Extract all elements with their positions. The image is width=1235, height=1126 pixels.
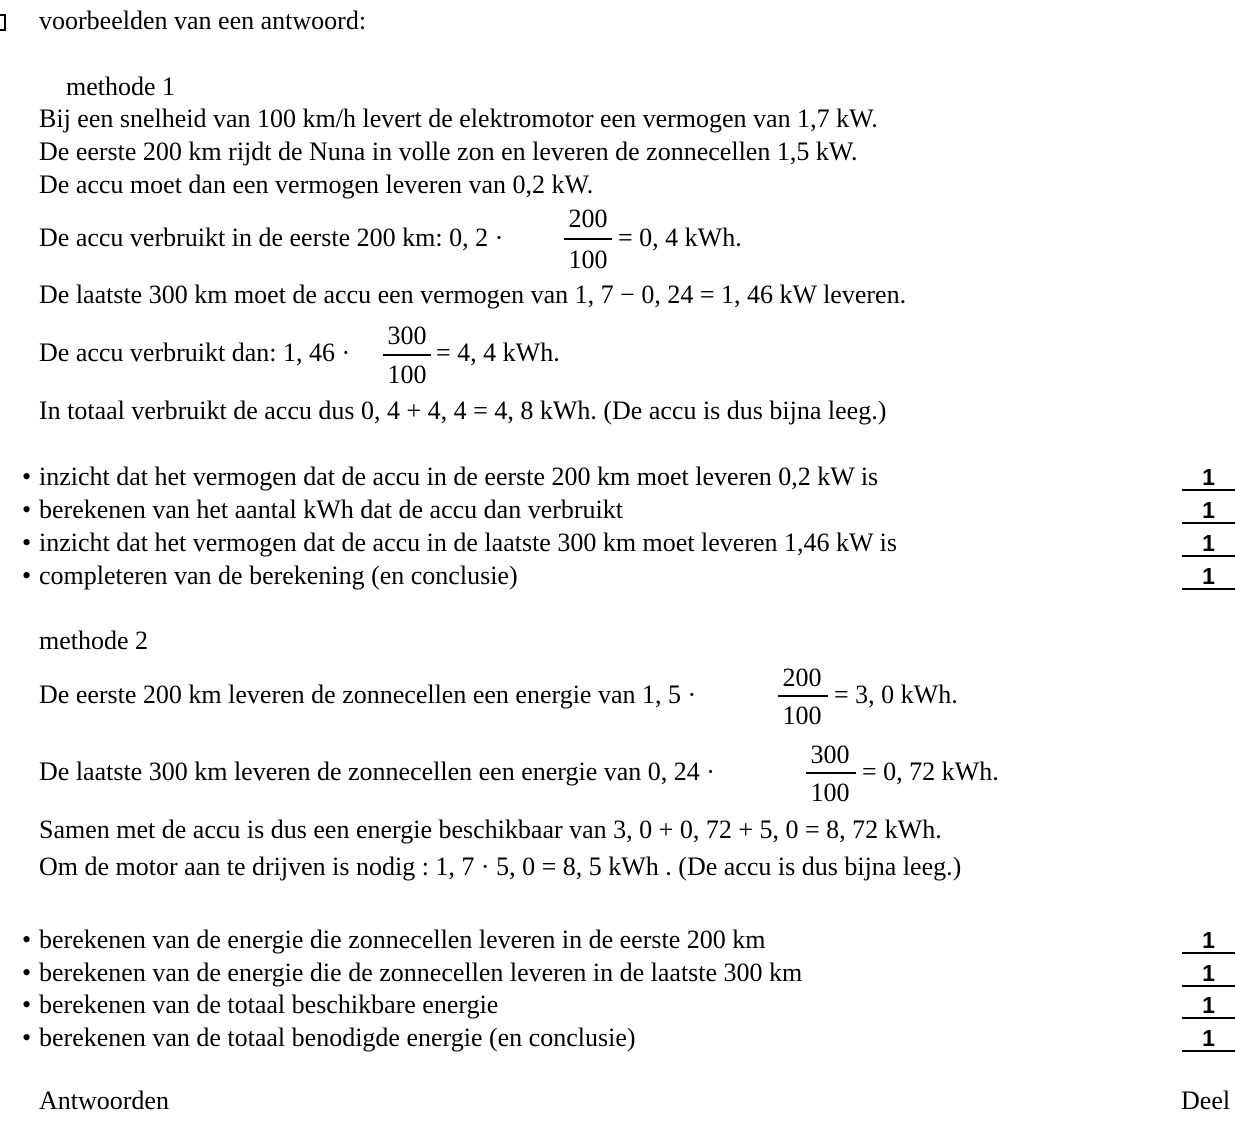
criterion-points: 1 xyxy=(1182,564,1235,590)
bullet-icon: • xyxy=(22,990,32,1019)
method2-eq1-denominator: 100 xyxy=(782,701,822,730)
footer-left: Antwoorden xyxy=(39,1086,169,1115)
method1-eq1-fraction-bar xyxy=(564,238,612,240)
criterion-points: 1 xyxy=(1182,961,1235,987)
criterion-text: berekenen van de energie die de zonnecellen leveren in de laatste 300 km xyxy=(39,958,803,987)
method1-eq2-fraction-bar xyxy=(383,354,431,356)
method2-eq1-suffix: = 3, 0 kWh. xyxy=(834,680,958,709)
criterion-text: berekenen van de totaal benodigde energie (en conclusie) xyxy=(39,1023,636,1052)
criterion-text: completeren van de berekening (en conclusie) xyxy=(39,561,518,590)
criterion-points: 1 xyxy=(1182,465,1235,491)
method1-eq2-numerator: 300 xyxy=(387,321,427,350)
method2-eq1-fraction-bar xyxy=(778,695,828,697)
criterion-text: inzicht dat het vermogen dat de accu in de eerste 200 km moet leveren 0,2 kW is xyxy=(39,462,879,491)
criterion-text: berekenen van de energie die zonnecellen leveren in de eerste 200 km xyxy=(39,925,766,954)
method1-eq1-denominator: 100 xyxy=(568,245,608,274)
method1-power-line: De laatste 300 km moet de accu een vermogen van 1, 7 − 0, 24 = 1, 46 kW leveren. xyxy=(39,280,907,309)
criterion-text: berekenen van de totaal beschikbare energie xyxy=(39,990,499,1019)
bullet-icon: • xyxy=(22,1023,32,1052)
method1-eq2-suffix: = 4, 4 kWh. xyxy=(436,338,560,367)
method1-eq1-prefix: De accu verbruikt in de eerste 200 km: 0, 2 · xyxy=(39,223,504,252)
footer-right: Deel xyxy=(1181,1086,1231,1115)
criterion-points: 1 xyxy=(1182,993,1235,1019)
method2-eq2-denominator: 100 xyxy=(810,778,850,807)
method1-line-2: De eerste 200 km rijdt de Nuna in volle zon en leveren de zonnecellen 1,5 kW. xyxy=(39,137,858,166)
intro-text: voorbeelden van een antwoord: xyxy=(39,6,367,35)
method1-eq2-prefix: De accu verbruikt dan: 1, 46 · xyxy=(39,338,351,367)
method1-line-1: Bij een snelheid van 100 km/h levert de elektromotor een vermogen van 1,7 kW. xyxy=(39,104,878,133)
bullet-icon: • xyxy=(22,528,32,557)
criterion-points: 1 xyxy=(1182,1026,1235,1052)
bullet-icon: • xyxy=(22,561,32,590)
bullet-icon: • xyxy=(22,495,32,524)
method2-eq1-numerator: 200 xyxy=(782,663,822,692)
bullet-icon: • xyxy=(22,462,32,491)
method2-eq2-prefix: De laatste 300 km leveren de zonnecellen een energie van 0, 24 · xyxy=(39,757,715,786)
checkbox-icon xyxy=(0,14,6,31)
criterion-points: 1 xyxy=(1182,928,1235,954)
method1-title: methode 1 xyxy=(66,72,176,101)
method1-line-3: De accu moet dan een vermogen leveren van 0,2 kW. xyxy=(39,170,594,199)
bullet-icon: • xyxy=(22,958,32,987)
criterion-points: 1 xyxy=(1182,531,1235,557)
bullet-icon: • xyxy=(22,925,32,954)
method2-eq1-prefix: De eerste 200 km leveren de zonnecellen een energie van 1, 5 · xyxy=(39,680,697,709)
method1-eq1-numerator: 200 xyxy=(568,204,608,233)
method2-eq2-fraction-bar xyxy=(806,772,856,774)
method2-title: methode 2 xyxy=(39,626,149,655)
method1-total-line: In totaal verbruikt de accu dus 0, 4 + 4, 4 = 4, 8 kWh. (De accu is dus bijna leeg.) xyxy=(39,396,887,425)
method2-eq2-suffix: = 0, 72 kWh. xyxy=(862,757,999,786)
method2-eq2-numerator: 300 xyxy=(810,740,850,769)
method1-eq2-denominator: 100 xyxy=(387,360,427,389)
criterion-text: berekenen van het aantal kWh dat de accu dan verbruikt xyxy=(39,495,623,524)
criterion-points: 1 xyxy=(1182,498,1235,524)
method2-needed-line: Om de motor aan te drijven is nodig : 1, 7 · 5, 0 = 8, 5 kWh . (De accu is dus bijna leeg.) xyxy=(39,852,962,881)
criterion-text: inzicht dat het vermogen dat de accu in de laatste 300 km moet leveren 1,46 kW is xyxy=(39,528,897,557)
method1-eq1-suffix: = 0, 4 kWh. xyxy=(618,223,742,252)
method2-available-line: Samen met de accu is dus een energie beschikbaar van 3, 0 + 0, 72 + 5, 0 = 8, 72 kWh. xyxy=(39,815,942,844)
